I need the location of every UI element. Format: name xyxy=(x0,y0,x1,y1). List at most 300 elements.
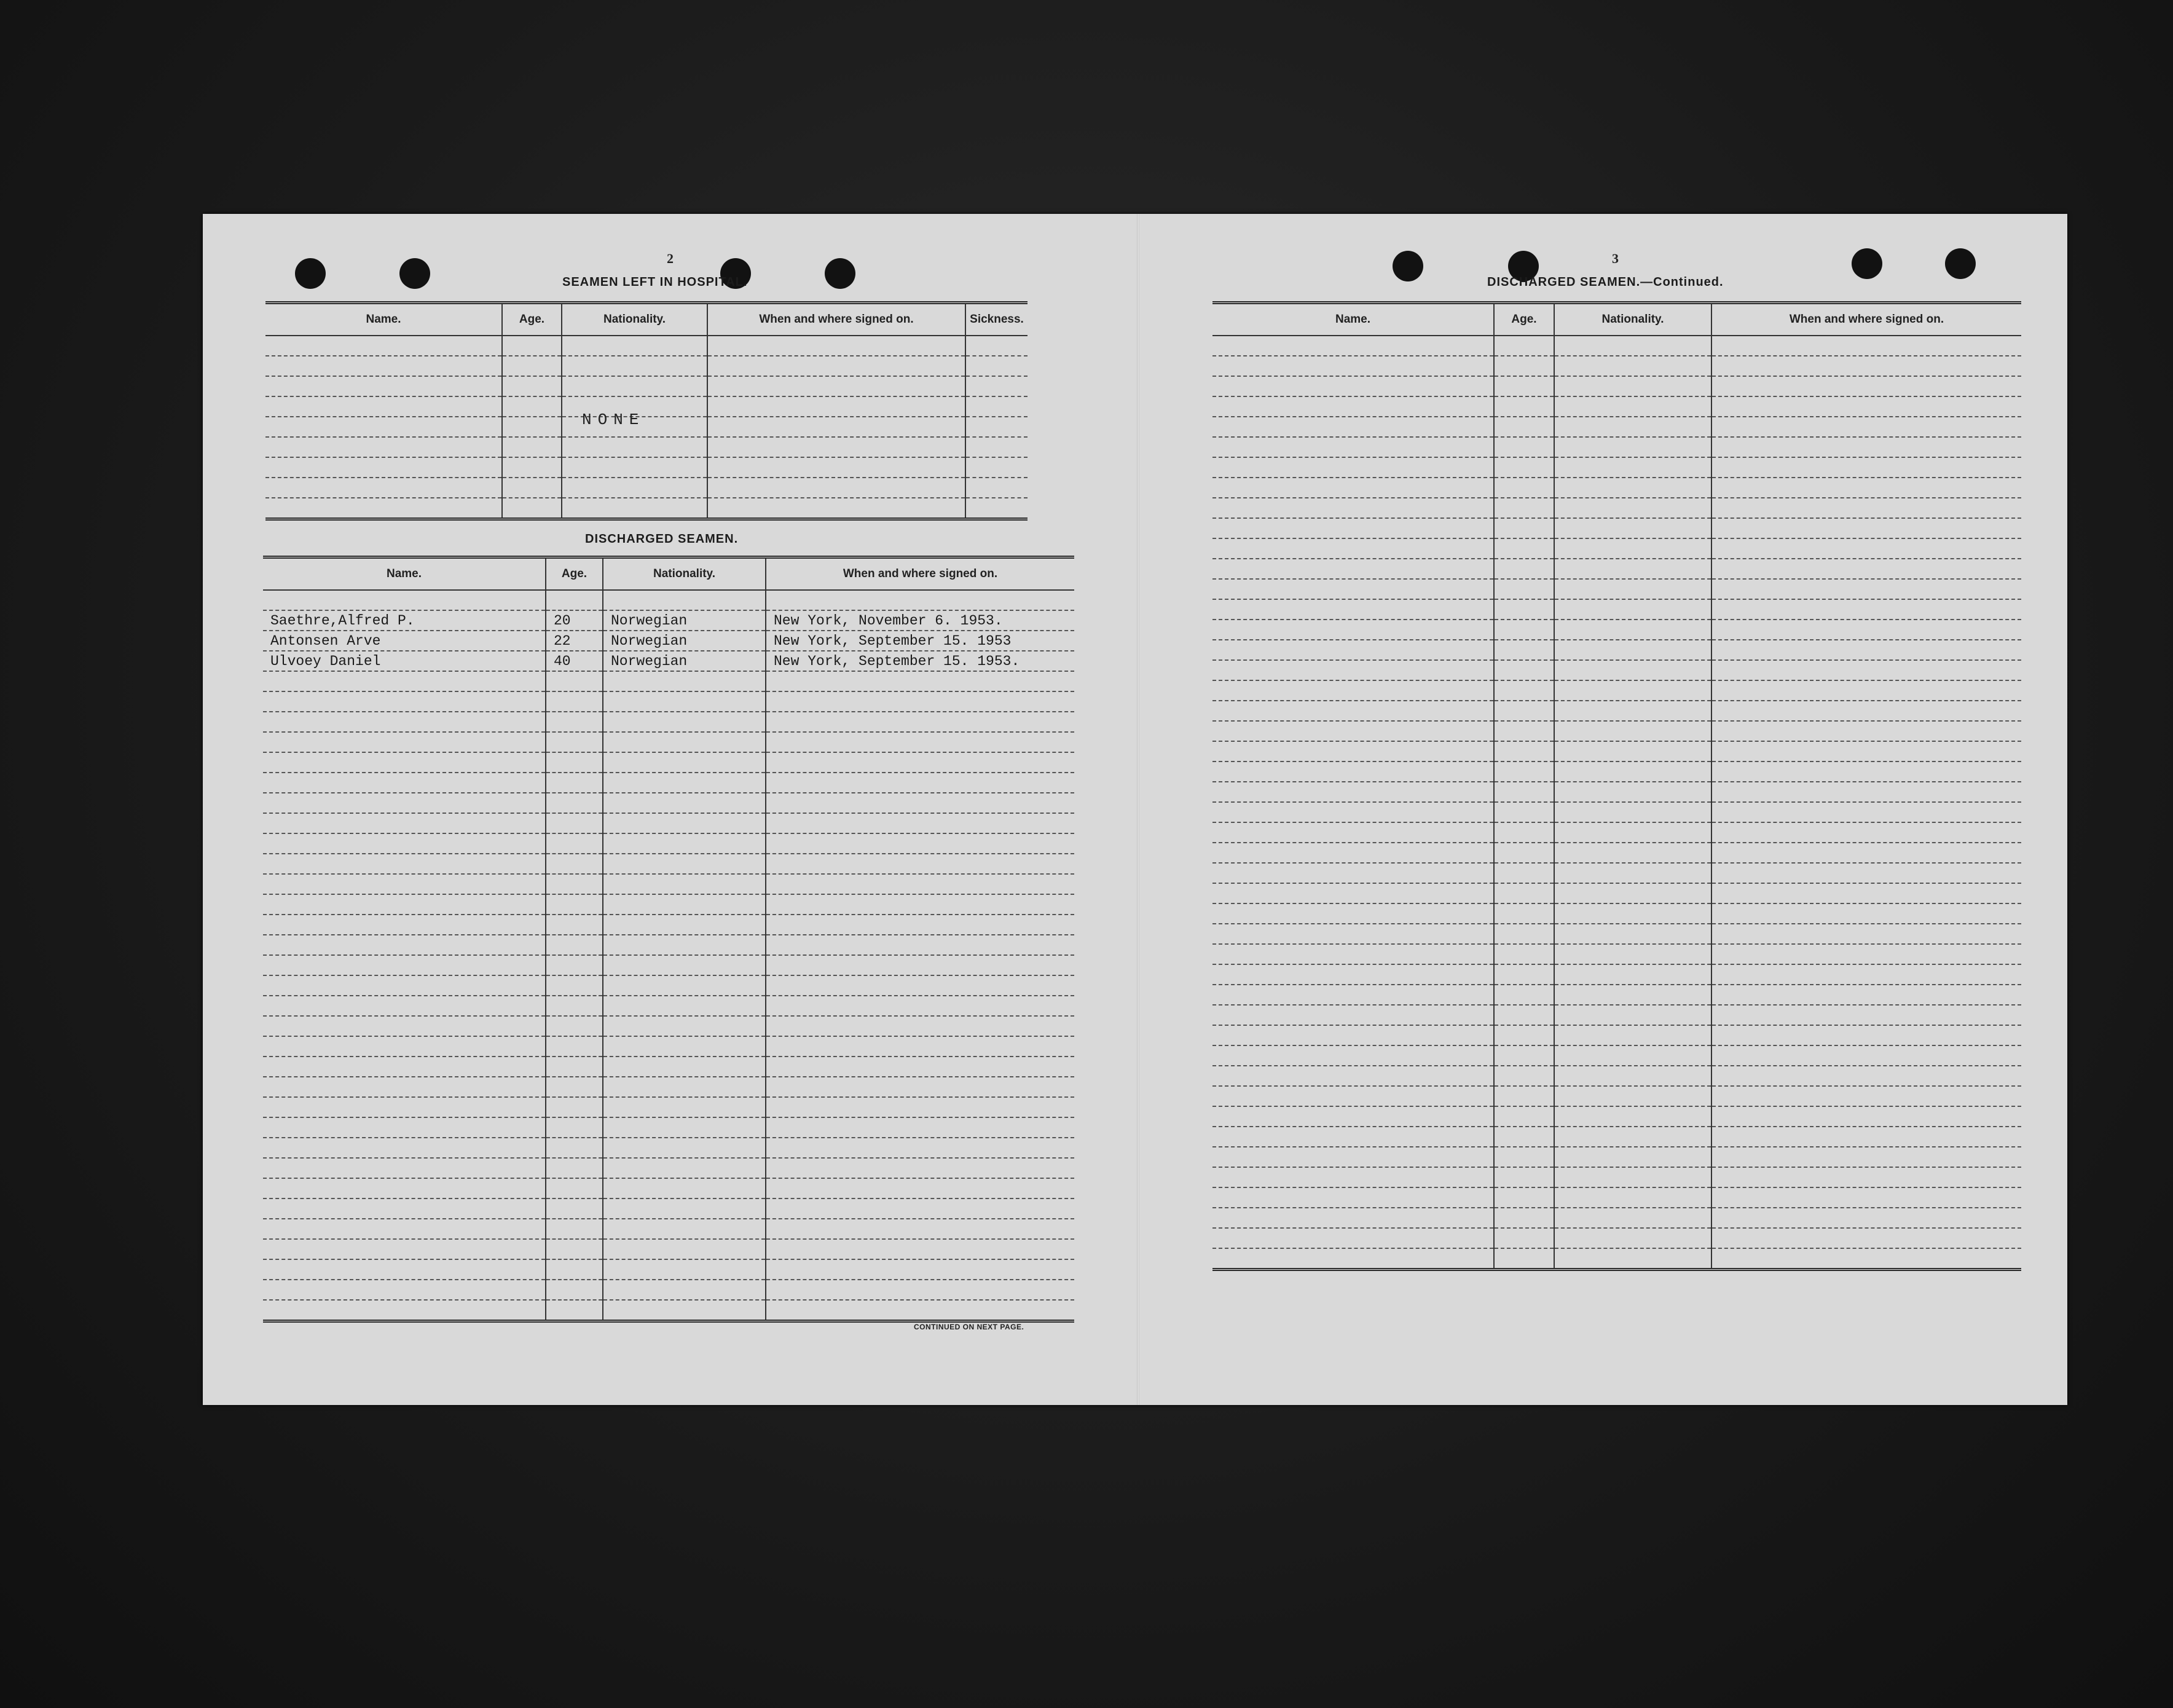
table-row xyxy=(263,1117,1074,1138)
table-cell xyxy=(1494,518,1554,538)
table-cell xyxy=(1711,599,2021,620)
table-cell xyxy=(1212,599,1494,620)
table-cell xyxy=(1554,944,1711,964)
table-row xyxy=(265,417,1028,437)
table-cell xyxy=(1554,376,1711,396)
table-cell xyxy=(263,590,546,610)
hospital-table-body xyxy=(265,336,1028,519)
table-cell xyxy=(263,813,546,833)
table-cell xyxy=(546,1097,603,1117)
table-row xyxy=(1212,579,2021,599)
table-row xyxy=(1212,802,2021,822)
table-cell xyxy=(707,356,965,376)
seaman-name: Saethre,Alfred P. xyxy=(263,610,546,631)
table-row xyxy=(1212,1045,2021,1066)
table-cell xyxy=(263,1219,546,1239)
table-cell xyxy=(766,590,1074,610)
table-row xyxy=(1212,964,2021,985)
seaman-age: 40 xyxy=(546,651,603,671)
table-row xyxy=(263,752,1074,773)
table-row xyxy=(1212,336,2021,356)
table-cell xyxy=(1554,1025,1711,1045)
table-cell xyxy=(1711,903,2021,924)
table-cell xyxy=(603,590,766,610)
table-cell xyxy=(1494,336,1554,356)
table-cell xyxy=(707,437,965,457)
table-cell xyxy=(1554,396,1711,417)
table-cell xyxy=(1494,640,1554,660)
table-cell xyxy=(1554,457,1711,478)
table-cell xyxy=(1554,1045,1711,1066)
table-row xyxy=(1212,376,2021,396)
table-cell xyxy=(766,1178,1074,1198)
table-cell xyxy=(263,1117,546,1138)
table-row xyxy=(1212,762,2021,782)
table-cell xyxy=(1711,1187,2021,1208)
table-cell xyxy=(1494,883,1554,903)
table-row xyxy=(263,894,1074,915)
table-cell xyxy=(263,996,546,1016)
table-cell xyxy=(502,437,562,457)
seaman-nationality: Norwegian xyxy=(603,631,766,651)
table-row xyxy=(263,1016,1074,1036)
table-cell xyxy=(1554,843,1711,863)
table-cell xyxy=(766,1300,1074,1321)
table-header-row xyxy=(263,557,1074,591)
table-cell xyxy=(1494,1127,1554,1147)
table-cell xyxy=(263,773,546,793)
table-cell xyxy=(546,955,603,975)
table-row xyxy=(1212,1066,2021,1086)
table-cell xyxy=(766,854,1074,874)
column-header-nationality: Nationality. xyxy=(562,303,707,336)
table-cell xyxy=(1212,437,1494,457)
table-cell xyxy=(1494,538,1554,559)
table-cell xyxy=(1494,721,1554,741)
table-cell xyxy=(263,935,546,955)
table-cell xyxy=(603,1300,766,1321)
table-cell xyxy=(562,437,707,457)
table-cell xyxy=(1212,1005,1494,1025)
table-row xyxy=(1212,599,2021,620)
table-cell xyxy=(1711,660,2021,680)
table-row xyxy=(1212,1147,2021,1167)
table-cell xyxy=(1212,741,1494,762)
table-row xyxy=(263,874,1074,894)
table-cell xyxy=(766,975,1074,996)
table-row xyxy=(1212,457,2021,478)
table-cell xyxy=(1554,620,1711,640)
table-cell xyxy=(766,691,1074,712)
table-cell xyxy=(1711,1066,2021,1086)
table-cell xyxy=(603,773,766,793)
discharged-section-title: DISCHARGED SEAMEN. xyxy=(585,532,739,546)
table-row xyxy=(1212,396,2021,417)
table-cell xyxy=(1494,1167,1554,1187)
table-cell xyxy=(1711,1127,2021,1147)
column-header-nationality: Nationality. xyxy=(1554,303,1711,336)
table-row xyxy=(263,1219,1074,1239)
table-cell xyxy=(1212,701,1494,721)
table-cell xyxy=(603,1097,766,1117)
left-page xyxy=(203,214,1137,1405)
table-cell xyxy=(265,417,502,437)
table-cell xyxy=(1212,1025,1494,1045)
table-cell xyxy=(263,671,546,691)
table-cell xyxy=(263,1259,546,1280)
table-cell xyxy=(603,1036,766,1057)
table-row xyxy=(263,671,1074,691)
table-row xyxy=(263,1280,1074,1300)
table-row xyxy=(265,336,1028,356)
table-cell xyxy=(546,712,603,732)
table-cell xyxy=(1212,721,1494,741)
punch-hole xyxy=(1945,248,1976,279)
table-header-row xyxy=(265,303,1028,336)
table-cell xyxy=(1554,680,1711,701)
table-cell xyxy=(265,498,502,519)
table-cell xyxy=(1494,660,1554,680)
table-cell xyxy=(1212,1066,1494,1086)
table-row xyxy=(1212,1127,2021,1147)
table-cell xyxy=(965,356,1028,376)
table-cell xyxy=(1711,741,2021,762)
table-cell xyxy=(1554,478,1711,498)
table-cell xyxy=(603,1077,766,1097)
table-cell xyxy=(263,691,546,712)
table-cell xyxy=(1494,741,1554,762)
table-cell xyxy=(1494,1045,1554,1066)
table-cell xyxy=(1711,356,2021,376)
table-cell xyxy=(502,376,562,396)
table-cell xyxy=(1711,762,2021,782)
table-cell xyxy=(707,457,965,478)
table-row xyxy=(265,396,1028,417)
table-cell xyxy=(1711,1208,2021,1228)
none-entry: NONE xyxy=(582,411,645,429)
table-cell xyxy=(1212,376,1494,396)
table-cell xyxy=(265,376,502,396)
table-cell xyxy=(1212,417,1494,437)
page-number: 2 xyxy=(667,251,674,266)
table-cell xyxy=(1554,437,1711,457)
seaman-name: Ulvoey Daniel xyxy=(263,651,546,671)
table-cell xyxy=(1554,1147,1711,1167)
table-cell xyxy=(1711,802,2021,822)
punch-hole xyxy=(1852,248,1882,279)
table-row xyxy=(1212,843,2021,863)
column-header-age: Age. xyxy=(502,303,562,336)
table-cell xyxy=(263,1057,546,1077)
table-cell xyxy=(1212,356,1494,376)
table-cell xyxy=(766,1239,1074,1259)
table-cell xyxy=(546,1117,603,1138)
table-cell xyxy=(965,498,1028,519)
table-cell xyxy=(1494,1086,1554,1106)
table-row xyxy=(1212,478,2021,498)
table-cell xyxy=(1711,721,2021,741)
table-cell xyxy=(1711,985,2021,1005)
table-cell xyxy=(1494,579,1554,599)
table-cell xyxy=(1494,1208,1554,1228)
table-cell xyxy=(1494,1147,1554,1167)
table-cell xyxy=(1554,1066,1711,1086)
table-cell xyxy=(707,336,965,356)
table-cell xyxy=(1554,356,1711,376)
table-cell xyxy=(1554,721,1711,741)
table-row xyxy=(263,1239,1074,1259)
table-cell xyxy=(1554,741,1711,762)
table-cell xyxy=(1711,883,2021,903)
table-row xyxy=(265,356,1028,376)
table-cell xyxy=(1494,985,1554,1005)
table-cell xyxy=(1554,417,1711,437)
table-cell xyxy=(1494,356,1554,376)
table-row xyxy=(265,376,1028,396)
table-cell xyxy=(562,498,707,519)
table-row xyxy=(263,651,1074,671)
column-header-signed-on: When and where signed on. xyxy=(766,557,1074,591)
continued-note: CONTINUED ON NEXT PAGE. xyxy=(914,1323,1024,1331)
table-cell xyxy=(1554,822,1711,843)
table-cell xyxy=(1554,1228,1711,1248)
table-cell xyxy=(603,955,766,975)
table-cell xyxy=(603,1057,766,1077)
table-cell xyxy=(766,996,1074,1016)
table-cell xyxy=(766,955,1074,975)
table-row xyxy=(1212,883,2021,903)
table-cell xyxy=(263,1016,546,1036)
table-cell xyxy=(1212,336,1494,356)
table-row xyxy=(263,1057,1074,1077)
table-cell xyxy=(603,732,766,752)
table-cell xyxy=(1554,1106,1711,1127)
table-row xyxy=(263,1097,1074,1117)
table-cell xyxy=(1711,640,2021,660)
table-row xyxy=(265,437,1028,457)
table-cell xyxy=(1212,1127,1494,1147)
table-cell xyxy=(1711,924,2021,944)
table-cell xyxy=(1711,1025,2021,1045)
table-cell xyxy=(1212,762,1494,782)
table-row xyxy=(263,610,1074,631)
table-row xyxy=(1212,903,2021,924)
table-cell xyxy=(1494,376,1554,396)
table-cell xyxy=(965,478,1028,498)
punch-hole xyxy=(399,258,430,289)
table-cell xyxy=(1711,336,2021,356)
table-row xyxy=(265,478,1028,498)
table-cell xyxy=(1212,1045,1494,1066)
table-cell xyxy=(263,874,546,894)
table-cell xyxy=(1554,1248,1711,1270)
table-cell xyxy=(1212,640,1494,660)
table-cell xyxy=(1711,1167,2021,1187)
table-cell xyxy=(603,1239,766,1259)
table-cell xyxy=(546,813,603,833)
punch-hole xyxy=(295,258,326,289)
table-cell xyxy=(1554,883,1711,903)
table-cell xyxy=(263,1097,546,1117)
table-cell xyxy=(603,671,766,691)
table-cell xyxy=(1494,1066,1554,1086)
table-cell xyxy=(263,1178,546,1198)
table-cell xyxy=(603,1178,766,1198)
seaman-name: Antonsen Arve xyxy=(263,631,546,651)
table-cell xyxy=(1711,518,2021,538)
table-cell xyxy=(546,1178,603,1198)
table-cell xyxy=(546,1016,603,1036)
table-cell xyxy=(766,732,1074,752)
seaman-age: 22 xyxy=(546,631,603,651)
table-cell xyxy=(546,854,603,874)
table-cell xyxy=(1711,559,2021,579)
table-row xyxy=(263,1036,1074,1057)
table-row xyxy=(1212,1005,2021,1025)
table-cell xyxy=(1494,457,1554,478)
table-row xyxy=(1212,924,2021,944)
table-cell xyxy=(766,1077,1074,1097)
table-cell xyxy=(707,417,965,437)
table-cell xyxy=(265,356,502,376)
table-cell xyxy=(1494,843,1554,863)
table-cell xyxy=(603,1280,766,1300)
table-row xyxy=(263,975,1074,996)
table-cell xyxy=(562,336,707,356)
table-cell xyxy=(546,915,603,935)
table-cell xyxy=(546,691,603,712)
table-cell xyxy=(1494,478,1554,498)
table-cell xyxy=(546,793,603,813)
table-cell xyxy=(502,498,562,519)
table-cell xyxy=(603,854,766,874)
table-row xyxy=(263,773,1074,793)
table-cell xyxy=(1554,579,1711,599)
table-cell xyxy=(265,457,502,478)
table-cell xyxy=(1212,1086,1494,1106)
table-cell xyxy=(1554,1005,1711,1025)
table-row xyxy=(1212,1208,2021,1228)
table-cell xyxy=(1494,396,1554,417)
table-cell xyxy=(1212,1187,1494,1208)
table-cell xyxy=(1212,680,1494,701)
table-cell xyxy=(603,975,766,996)
table-cell xyxy=(1554,903,1711,924)
table-cell xyxy=(1494,620,1554,640)
table-row xyxy=(263,915,1074,935)
table-cell xyxy=(1494,701,1554,721)
column-header-name: Name. xyxy=(265,303,502,336)
table-cell xyxy=(265,437,502,457)
table-cell xyxy=(766,1259,1074,1280)
table-cell xyxy=(546,996,603,1016)
table-row xyxy=(1212,660,2021,680)
table-cell xyxy=(965,396,1028,417)
table-row xyxy=(1212,356,2021,376)
table-cell xyxy=(1711,1248,2021,1270)
table-cell xyxy=(263,1138,546,1158)
table-cell xyxy=(766,935,1074,955)
table-cell xyxy=(546,1280,603,1300)
table-cell xyxy=(766,1036,1074,1057)
table-cell xyxy=(546,975,603,996)
table-cell xyxy=(603,915,766,935)
table-cell xyxy=(766,752,1074,773)
table-row xyxy=(263,996,1074,1016)
table-cell xyxy=(1554,1167,1711,1187)
table-cell xyxy=(603,1117,766,1138)
table-cell xyxy=(546,894,603,915)
discharged-continued-title: DISCHARGED SEAMEN.—Continued. xyxy=(1487,275,1724,289)
table-cell xyxy=(546,1239,603,1259)
table-row xyxy=(1212,701,2021,721)
table-cell xyxy=(263,1036,546,1057)
table-cell xyxy=(603,996,766,1016)
table-cell xyxy=(1494,437,1554,457)
table-cell xyxy=(1494,1005,1554,1025)
table-cell xyxy=(1212,903,1494,924)
table-row xyxy=(263,732,1074,752)
column-header-name: Name. xyxy=(1212,303,1494,336)
table-cell xyxy=(603,833,766,854)
table-cell xyxy=(1554,336,1711,356)
table-cell xyxy=(263,712,546,732)
table-cell xyxy=(546,1057,603,1077)
table-row xyxy=(1212,944,2021,964)
table-row xyxy=(1212,680,2021,701)
table-cell xyxy=(1711,944,2021,964)
table-cell xyxy=(1711,1005,2021,1025)
table-cell xyxy=(1554,538,1711,559)
table-cell xyxy=(766,1219,1074,1239)
table-cell xyxy=(562,457,707,478)
table-row xyxy=(1212,640,2021,660)
table-cell xyxy=(766,1057,1074,1077)
table-cell xyxy=(546,1259,603,1280)
table-cell xyxy=(603,1016,766,1036)
table-cell xyxy=(1494,417,1554,437)
table-cell xyxy=(766,833,1074,854)
table-cell xyxy=(1711,1106,2021,1127)
table-cell xyxy=(1212,985,1494,1005)
table-cell xyxy=(1554,518,1711,538)
table-cell xyxy=(1212,559,1494,579)
table-cell xyxy=(1711,1086,2021,1106)
table-row xyxy=(1212,1187,2021,1208)
table-cell xyxy=(1711,782,2021,802)
table-cell xyxy=(502,396,562,417)
table-header-row xyxy=(1212,303,2021,336)
column-header-name: Name. xyxy=(263,557,546,591)
table-row xyxy=(263,955,1074,975)
table-cell xyxy=(766,712,1074,732)
table-cell xyxy=(1554,1187,1711,1208)
table-row xyxy=(1212,417,2021,437)
table-cell xyxy=(562,356,707,376)
table-cell xyxy=(766,1117,1074,1138)
table-cell xyxy=(263,975,546,996)
table-cell xyxy=(766,1280,1074,1300)
table-cell xyxy=(1554,782,1711,802)
table-cell xyxy=(502,336,562,356)
table-cell xyxy=(766,1097,1074,1117)
table-cell xyxy=(1212,396,1494,417)
table-cell xyxy=(1711,478,2021,498)
table-row xyxy=(263,631,1074,651)
table-cell xyxy=(265,396,502,417)
table-row xyxy=(1212,1106,2021,1127)
table-cell xyxy=(263,1239,546,1259)
